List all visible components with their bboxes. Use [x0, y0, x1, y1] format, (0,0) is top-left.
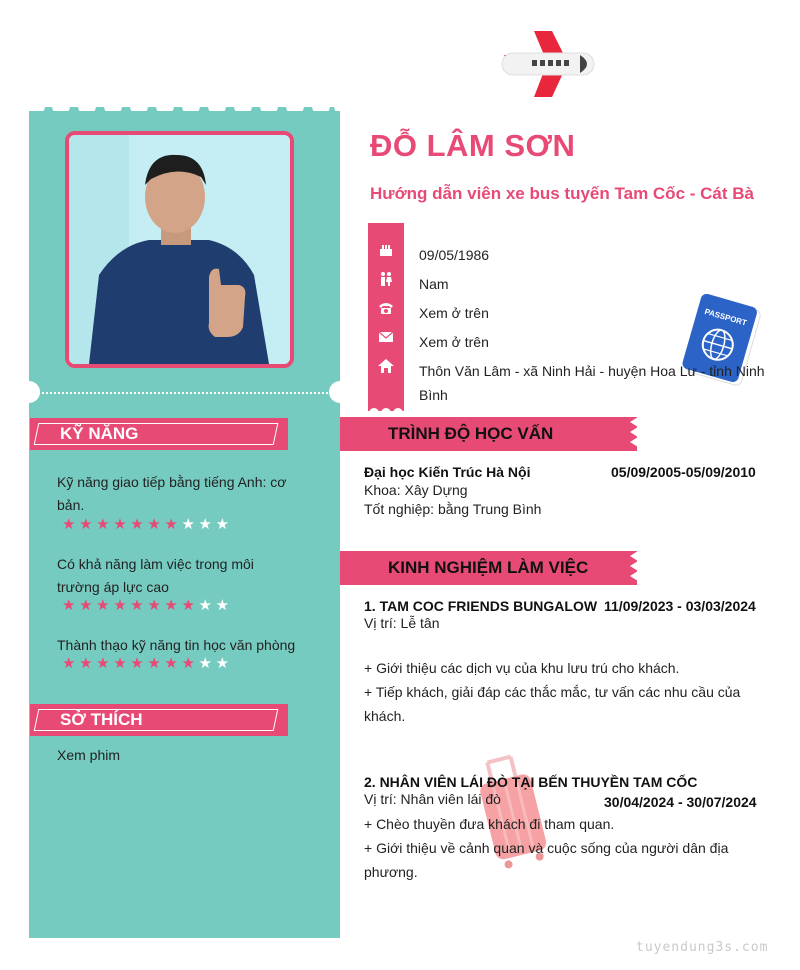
star-filled-icon: ★: [164, 655, 182, 672]
job-dates: 11/09/2023 - 03/03/2024: [604, 598, 756, 614]
star-filled-icon: ★: [113, 597, 131, 614]
job-desc: + Giới thiệu về cảnh quan và cuộc sống của người dân địa: [364, 840, 729, 856]
hobbies-title: SỞ THÍCH: [60, 710, 143, 729]
job-company: 1. TAM COC FRIENDS BUNGALOW: [364, 598, 598, 614]
star-filled-icon: ★: [147, 516, 165, 533]
job-company: 2. NHÂN VIÊN LÁI ĐÒ TẠI BẾN THUYỀN TAM CỐC: [364, 774, 698, 790]
job-dates: 30/04/2024 - 30/07/2024: [604, 794, 757, 810]
svg-text:PASSPORT: PASSPORT: [703, 306, 748, 328]
star-filled-icon: ★: [181, 597, 199, 614]
job-desc: phương.: [364, 864, 418, 880]
gender-value: Nam: [419, 276, 449, 292]
star-filled-icon: ★: [62, 597, 80, 614]
hobby-text: Xem phim: [57, 747, 121, 763]
star-filled-icon: ★: [164, 516, 182, 533]
profile-photo: [65, 131, 294, 368]
star-filled-icon: ★: [147, 597, 165, 614]
job-position: Vị trí: Nhân viên lái đò: [364, 791, 501, 807]
job-title: Hướng dẫn viên xe bus tuyến Tam Cốc - Cát Bà: [370, 184, 754, 203]
people-icon: [377, 271, 395, 289]
skill-rating: [62, 656, 233, 672]
contact-icon-strip: [368, 223, 404, 411]
hobbies-header: [30, 704, 288, 736]
star-filled-icon: ★: [79, 597, 97, 614]
watermark: tuyendung3s.com: [636, 940, 769, 955]
star-filled-icon: ★: [130, 516, 148, 533]
skills-header: [30, 418, 288, 450]
envelope-icon: [377, 329, 395, 347]
school-name: Đại học Kiến Trúc Hà Nội: [364, 464, 531, 480]
ticket-perforation: [29, 392, 340, 394]
education-faculty: Khoa: Xây Dựng: [364, 482, 468, 498]
address-value: [419, 359, 769, 407]
star-filled-icon: ★: [62, 516, 80, 533]
skill-text: Kỹ năng giao tiếp bằng tiếng Anh: cơ: [57, 474, 287, 490]
birthday-value: 09/05/1986: [419, 247, 490, 263]
star-empty-icon: ★: [215, 655, 233, 672]
skill-item: [57, 553, 312, 599]
cake-icon: [377, 241, 395, 259]
star-filled-icon: ★: [79, 516, 97, 533]
ticket-edge: [29, 97, 340, 111]
skill-item: [57, 634, 312, 657]
skill-text: trường áp lực cao: [57, 579, 169, 595]
star-filled-icon: ★: [96, 655, 114, 672]
experience-header: [340, 551, 637, 585]
skill-rating: [62, 598, 233, 614]
star-empty-icon: ★: [198, 516, 216, 533]
candidate-name: ĐỖ LÂM SƠN: [370, 128, 576, 163]
job-desc: khách.: [364, 708, 406, 724]
phone-icon: [377, 300, 395, 318]
phone-value: Xem ở trên: [419, 305, 489, 321]
email-value: Xem ở trên: [419, 334, 489, 350]
education-header: [340, 417, 637, 451]
star-filled-icon: ★: [96, 597, 114, 614]
star-filled-icon: ★: [79, 655, 97, 672]
strip-edge: [368, 405, 404, 413]
education-graduation: Tốt nghiệp: bằng Trung Bình: [364, 501, 542, 517]
job-desc: + Giới thiệu các dịch vụ của khu lưu trú cho khách.: [364, 660, 680, 676]
skills-title: KỸ NĂNG: [60, 424, 139, 443]
address-line: Bình: [419, 387, 448, 403]
airplane-icon: [494, 25, 600, 103]
star-filled-icon: ★: [96, 516, 114, 533]
star-empty-icon: ★: [215, 597, 233, 614]
skill-text: bản.: [57, 497, 85, 513]
star-filled-icon: ★: [147, 655, 165, 672]
job-position: Vị trí: Lễ tân: [364, 615, 440, 631]
star-filled-icon: ★: [113, 655, 131, 672]
address-line: Thôn Văn Lâm - xã Ninh Hải - huyện Hoa Lư - tỉnh Ninh: [419, 363, 765, 379]
education-dates: 05/09/2005-05/09/2010: [611, 464, 756, 480]
star-empty-icon: ★: [215, 516, 233, 533]
star-filled-icon: ★: [181, 655, 199, 672]
star-filled-icon: ★: [130, 655, 148, 672]
star-filled-icon: ★: [164, 597, 182, 614]
star-empty-icon: ★: [198, 655, 216, 672]
job-desc: + Chèo thuyền đưa khách đi tham quan.: [364, 816, 615, 832]
education-title: TRÌNH ĐỘ HỌC VẤN: [388, 424, 554, 443]
star-empty-icon: ★: [198, 597, 216, 614]
skill-item: [57, 471, 312, 517]
star-filled-icon: ★: [62, 655, 80, 672]
star-filled-icon: ★: [130, 597, 148, 614]
star-empty-icon: ★: [181, 516, 199, 533]
star-filled-icon: ★: [113, 516, 131, 533]
skill-rating: [62, 517, 233, 533]
skill-text: Thành thạo kỹ năng tin học văn phòng: [57, 637, 296, 653]
job-desc: + Tiếp khách, giải đáp các thắc mắc, tư vấn các nhu cầu của: [364, 684, 741, 700]
home-icon: [377, 358, 395, 376]
skill-text: Có khả năng làm việc trong môi: [57, 556, 254, 572]
experience-title: KINH NGHIỆM LÀM VIỆC: [388, 558, 589, 577]
